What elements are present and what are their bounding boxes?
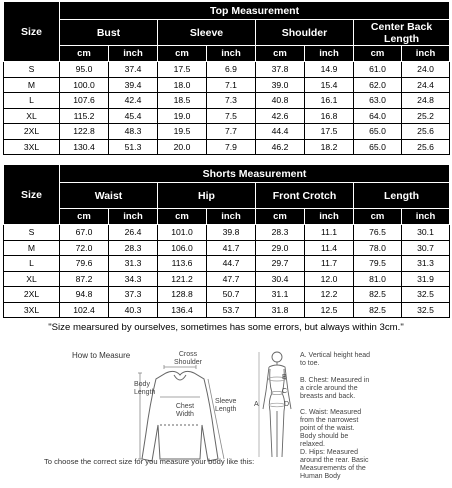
measurement-cell: 39.8 — [207, 225, 256, 241]
measurement-cell: 48.3 — [109, 124, 158, 140]
measurement-cell: 42.6 — [256, 108, 305, 124]
measurement-cell: 25.6 — [402, 139, 450, 155]
measurement-cell: 87.2 — [60, 271, 109, 287]
measurement-note: "Size mearsured by ourselves, sometimes has some errors, but always within 3cm." — [48, 322, 404, 333]
measurement-cell: 136.4 — [158, 302, 207, 318]
measurement-cell: 14.9 — [305, 62, 354, 78]
top-measurement-table — [3, 1, 450, 155]
measurement-cell: 78.0 — [354, 240, 402, 256]
measurement-cell: 64.0 — [354, 108, 402, 124]
column-header: Front Crotch — [256, 183, 354, 209]
measurement-cell: 62.0 — [354, 77, 402, 93]
unit-header-row — [4, 209, 450, 225]
size-header: Size — [4, 2, 60, 62]
table-title: Shorts Measurement — [60, 165, 450, 183]
measurement-cell: 31.9 — [402, 271, 450, 287]
measurement-cell: 6.9 — [207, 62, 256, 78]
measurement-cell: 65.0 — [354, 124, 402, 140]
measurement-cell: 12.5 — [305, 302, 354, 318]
table-row — [4, 62, 450, 78]
measurement-cell: 17.5 — [158, 62, 207, 78]
unit-header-row — [4, 46, 450, 62]
measurement-cell: 11.4 — [305, 240, 354, 256]
unit-header: cm — [60, 46, 109, 62]
measurement-cell: 115.2 — [60, 108, 109, 124]
unit-header: cm — [256, 209, 305, 225]
body-letter-b: B — [282, 374, 287, 381]
measurement-cell: 16.1 — [305, 93, 354, 109]
measurement-cell: 37.3 — [109, 287, 158, 303]
table-body — [4, 225, 450, 318]
measurement-cell: 79.6 — [60, 256, 109, 272]
measurement-cell: 24.8 — [402, 93, 450, 109]
measurement-cell: 31.3 — [402, 256, 450, 272]
measurement-cell: 25.2 — [402, 108, 450, 124]
measurement-cell: 102.4 — [60, 302, 109, 318]
measurement-cell: 12.2 — [305, 287, 354, 303]
measure-guide — [0, 343, 452, 488]
unit-header: cm — [354, 209, 402, 225]
measurement-cell: 24.0 — [402, 62, 450, 78]
unit-header: inch — [207, 46, 256, 62]
measurement-cell: 81.0 — [354, 271, 402, 287]
measurement-cell: 63.0 — [354, 93, 402, 109]
measurement-cell: 24.4 — [402, 77, 450, 93]
measurement-cell: 65.0 — [354, 139, 402, 155]
measurement-cell: 72.0 — [60, 240, 109, 256]
measurement-cell: 79.5 — [354, 256, 402, 272]
measurement-cell: 94.8 — [60, 287, 109, 303]
measurement-cell: 130.4 — [60, 139, 109, 155]
cross-shoulder-label: Cross Shoulder — [173, 351, 203, 366]
measurement-cell: 34.3 — [109, 271, 158, 287]
measurement-cell: 18.2 — [305, 139, 354, 155]
size-cell: XL — [4, 271, 60, 287]
measurement-cell: 122.8 — [60, 124, 109, 140]
measurement-cell: 7.1 — [207, 77, 256, 93]
measurement-cell: 40.8 — [256, 93, 305, 109]
body-letter-a: A — [254, 401, 259, 408]
measurement-cell: 30.4 — [256, 271, 305, 287]
size-cell: L — [4, 256, 60, 272]
measurement-cell: 29.7 — [256, 256, 305, 272]
unit-header: cm — [60, 209, 109, 225]
table-row — [4, 287, 450, 303]
unit-header: inch — [402, 209, 450, 225]
unit-header: inch — [109, 209, 158, 225]
column-header: Length — [354, 183, 450, 209]
how-to-measure-title: How to Measure — [72, 351, 131, 360]
measurement-cell: 16.8 — [305, 108, 354, 124]
measurement-cell: 45.4 — [109, 108, 158, 124]
measurement-cell: 51.3 — [109, 139, 158, 155]
unit-header: inch — [207, 209, 256, 225]
measurement-cell: 39.0 — [256, 77, 305, 93]
unit-header: inch — [305, 209, 354, 225]
table-row — [4, 302, 450, 318]
measurement-cell: 41.7 — [207, 240, 256, 256]
table-row — [4, 240, 450, 256]
measurement-cell: 82.5 — [354, 287, 402, 303]
note-b: B. Chest: Measured in a circle around the breasts and back. — [300, 377, 370, 400]
measurement-cell: 100.0 — [60, 77, 109, 93]
column-header: Shoulder — [256, 20, 354, 46]
measurement-cell: 7.9 — [207, 139, 256, 155]
size-cell: S — [4, 225, 60, 241]
column-header: Sleeve — [158, 20, 256, 46]
measurement-cell: 46.2 — [256, 139, 305, 155]
table-row — [4, 139, 450, 155]
sleeve-length-label: Sleeve Length — [215, 398, 237, 413]
measurement-cell: 19.5 — [158, 124, 207, 140]
unit-header: inch — [109, 46, 158, 62]
unit-header: cm — [256, 46, 305, 62]
measurement-cell: 76.5 — [354, 225, 402, 241]
measurement-cell: 95.0 — [60, 62, 109, 78]
measurement-cell: 28.3 — [256, 225, 305, 241]
measurement-cell: 61.0 — [354, 62, 402, 78]
measurement-cell: 20.0 — [158, 139, 207, 155]
size-cell: L — [4, 93, 60, 109]
measurement-cell: 37.4 — [109, 62, 158, 78]
unit-header: cm — [158, 46, 207, 62]
measurement-cell: 26.4 — [109, 225, 158, 241]
measurement-cell: 101.0 — [158, 225, 207, 241]
table-row — [4, 108, 450, 124]
measurement-cell: 30.7 — [402, 240, 450, 256]
measurement-cell: 42.4 — [109, 93, 158, 109]
table-title: Top Measurement — [60, 2, 450, 20]
unit-header: inch — [305, 46, 354, 62]
measurement-cell: 106.0 — [158, 240, 207, 256]
measurement-cell: 50.7 — [207, 287, 256, 303]
table-row — [4, 225, 450, 241]
measurement-cell: 37.8 — [256, 62, 305, 78]
column-header: Bust — [60, 20, 158, 46]
shorts-measurement-table — [3, 164, 450, 318]
measurement-cell: 113.6 — [158, 256, 207, 272]
column-header: Waist — [60, 183, 158, 209]
measurement-cell: 29.0 — [256, 240, 305, 256]
measurement-cell: 28.3 — [109, 240, 158, 256]
measurement-cell: 18.0 — [158, 77, 207, 93]
table-body — [4, 62, 450, 155]
measurement-cell: 11.1 — [305, 225, 354, 241]
measurement-cell: 44.4 — [256, 124, 305, 140]
measurement-cell: 31.1 — [256, 287, 305, 303]
choose-size-instruction: To choose the correct size for you measure your body like this: — [44, 457, 255, 466]
measurement-cell: 107.6 — [60, 93, 109, 109]
size-header: Size — [4, 165, 60, 225]
measurement-cell: 44.7 — [207, 256, 256, 272]
unit-header: cm — [158, 209, 207, 225]
size-cell: 3XL — [4, 302, 60, 318]
note-a: A. Vertical height head to toe. — [300, 352, 371, 367]
size-cell: 2XL — [4, 124, 60, 140]
measurement-cell: 128.8 — [158, 287, 207, 303]
body-letter-d: D — [284, 401, 290, 408]
body-letter-c: C — [282, 388, 288, 395]
measurement-cell: 7.7 — [207, 124, 256, 140]
measurement-cell: 47.7 — [207, 271, 256, 287]
note-d: D. Hips: Measured around the rear. Basic Measurements of the Human Body — [300, 449, 369, 480]
size-cell: M — [4, 240, 60, 256]
size-cell: 3XL — [4, 139, 60, 155]
measurement-cell: 17.5 — [305, 124, 354, 140]
measurement-cell: 11.7 — [305, 256, 354, 272]
measurement-cell: 40.3 — [109, 302, 158, 318]
table-row — [4, 124, 450, 140]
measurement-cell: 32.5 — [402, 287, 450, 303]
unit-header: cm — [354, 46, 402, 62]
size-cell: S — [4, 62, 60, 78]
chest-width-label: Chest Width — [175, 403, 195, 418]
measurement-cell: 7.3 — [207, 93, 256, 109]
size-cell: M — [4, 77, 60, 93]
measurement-cell: 19.0 — [158, 108, 207, 124]
measurement-cell: 39.4 — [109, 77, 158, 93]
measurement-cell: 12.0 — [305, 271, 354, 287]
table-row — [4, 77, 450, 93]
table-row — [4, 271, 450, 287]
size-cell: XL — [4, 108, 60, 124]
measurement-cell: 30.1 — [402, 225, 450, 241]
measurement-cell: 82.5 — [354, 302, 402, 318]
body-length-label: Body Length — [134, 381, 156, 396]
table-row — [4, 93, 450, 109]
measurement-cell: 18.5 — [158, 93, 207, 109]
measurement-cell: 25.6 — [402, 124, 450, 140]
measurement-cell: 121.2 — [158, 271, 207, 287]
measurement-cell: 67.0 — [60, 225, 109, 241]
measurement-cell: 15.4 — [305, 77, 354, 93]
table-row — [4, 256, 450, 272]
measurement-cell: 31.8 — [256, 302, 305, 318]
measurement-cell: 7.5 — [207, 108, 256, 124]
column-header: Hip — [158, 183, 256, 209]
body-figure-illustration — [255, 349, 303, 461]
column-header: Center Back Length — [354, 20, 450, 46]
measurement-cell: 32.5 — [402, 302, 450, 318]
measurement-cell: 53.7 — [207, 302, 256, 318]
unit-header: inch — [402, 46, 450, 62]
size-cell: 2XL — [4, 287, 60, 303]
measurement-cell: 31.3 — [109, 256, 158, 272]
note-c: C. Waist: Measured from the narrowest point of the waist. Body should be relaxed. — [300, 409, 362, 448]
